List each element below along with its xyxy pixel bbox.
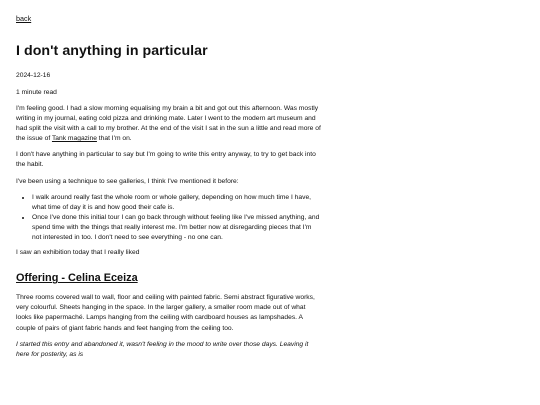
- paragraph-intro-tail: that I'm on.: [96, 135, 132, 143]
- list-item: • Once I've done this initial tour I can go back through without feeling like I've missed anything, and spend time with the things that really interest me. I'm better now at disregarding pieces that I'm not interested in too. I don't need to see everything - no one can.: [32, 213, 322, 243]
- technique-list: [16, 193, 322, 243]
- paragraph-note: I started this entry and abandoned it, wasn't feeling in the mood to write over those days. Leaving it here for posterity, as is: [16, 340, 309, 358]
- paragraph-description: Three rooms covered wall to wall, floor and ceiling with painted fabric. Semi abstract figurative works, very colourful. Sheets hanging in the space. In the larger gallery, a smaller room made out of what looks like papermaché. Lamps hanging from the ceiling with cardboard houses as lampshades. A couple of pairs of giant fabric hands and feet hanging from the ceiling too.: [16, 294, 315, 332]
- paragraph-exhibition: I saw an exhibition today that I really liked: [16, 249, 140, 257]
- section-heading: Offering - Celina Eceiza: [16, 272, 138, 285]
- paragraph-technique: I've been using a technique to see galleries, I think I've mentioned it before:: [16, 177, 239, 185]
- tank-magazine-link[interactable]: Tank magazine: [51, 135, 97, 143]
- read-time: 1 minute read: [16, 89, 57, 96]
- page-title: I don't anything in particular: [16, 43, 208, 59]
- post-date: 2024-12-16: [16, 72, 51, 79]
- paragraph-intro-text: I'm feeling good. I had a slow morning equalising my brain a bit and got out this afternoon. Was mostly writing in my journal, eating cold pizza and drinking mate. Later I went to the modern art museum and had split the visit with a call to my brother. At the end of the visit I sat in the sun a little and read more of the issue of: [16, 105, 321, 143]
- list-item: • I walk around really fast the whole room or whole gallery, depending on how much time I have, what time of day it is and how good their cafe is.: [32, 193, 322, 213]
- paragraph-intro: [16, 104, 322, 144]
- back-link[interactable]: back: [16, 14, 32, 23]
- paragraph-habit: I don't have anything in particular to say but I'm going to write this entry anyway, to try to get back into the habit.: [16, 151, 316, 169]
